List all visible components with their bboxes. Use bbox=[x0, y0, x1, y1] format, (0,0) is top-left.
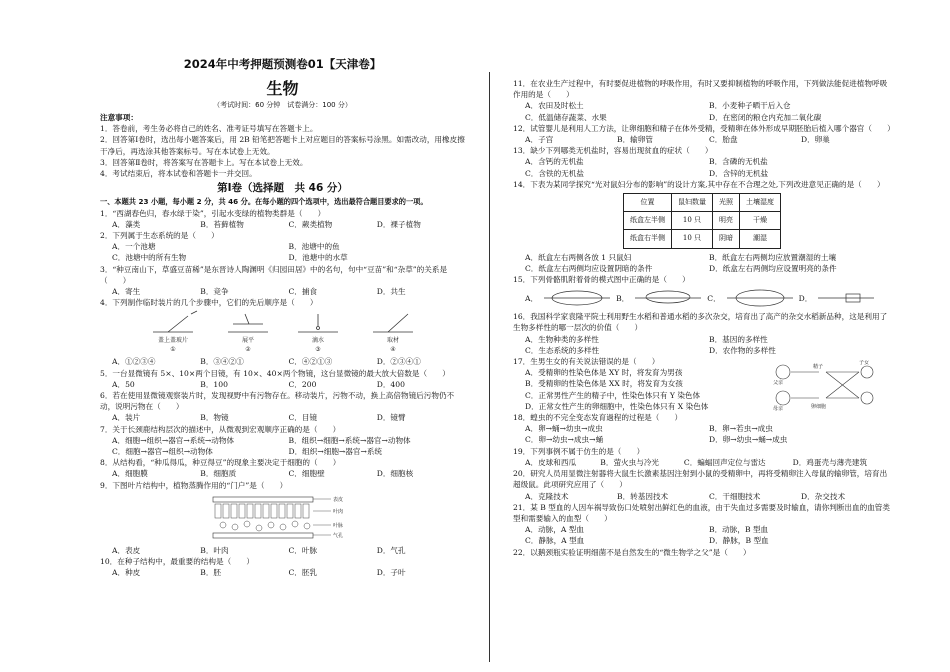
option: A．皮球和西瓜 bbox=[525, 457, 577, 467]
leaf-section-figure bbox=[100, 493, 465, 543]
option: A．动脉，A 型血 bbox=[525, 525, 584, 535]
notes-heading: 注意事项： bbox=[100, 113, 138, 122]
table-cell: 阴暗 bbox=[713, 230, 740, 248]
option: D．气孔 bbox=[376, 545, 406, 555]
section-title: 第Ⅰ卷（选择题 共 46 分） bbox=[217, 182, 348, 195]
figure-label: 母亲 bbox=[773, 406, 784, 413]
question-16 bbox=[513, 311, 893, 356]
table-header: 光照 bbox=[713, 194, 740, 212]
option: B．苔藓植物 bbox=[200, 219, 244, 229]
option: C．蝙蝠回声定位与雷达 bbox=[683, 457, 766, 467]
option: A．寄生 bbox=[112, 287, 141, 297]
muscle-bone-icon bbox=[542, 287, 612, 309]
leaf-label: 气孔 bbox=[332, 532, 343, 539]
step-label: 盖上盖玻片 bbox=[157, 337, 188, 345]
question-20 bbox=[513, 468, 893, 502]
option: B．萤火虫与冷光 bbox=[600, 457, 660, 467]
step-label: 展平 bbox=[241, 337, 254, 345]
question-stem: 2．下列属于生态系统的是（ ） bbox=[100, 231, 219, 241]
question-13 bbox=[513, 145, 893, 179]
option: D．400 bbox=[376, 379, 405, 389]
option: B．胚 bbox=[200, 568, 222, 578]
option: D．农作物的多样性 bbox=[709, 345, 776, 355]
step-number: ④ bbox=[389, 346, 396, 354]
table-header: 位置 bbox=[624, 194, 672, 212]
question-stem: 10．在种子结构中，最重要的结构是（ ） bbox=[100, 557, 254, 567]
option: B．小麦种子晒干后入仓 bbox=[709, 101, 791, 111]
question-7 bbox=[100, 424, 465, 458]
option: C．含铁的无机盐 bbox=[525, 168, 584, 178]
question-8 bbox=[100, 457, 465, 479]
question-stem: 5．一台显微镜有 5×、10×两个目镜，有 10×、40×两个物镜，这台显微镜的最大放大倍数是（ ） bbox=[100, 368, 450, 378]
question-9 bbox=[100, 480, 465, 556]
leaf-label: 表皮 bbox=[332, 496, 343, 503]
question-stem: 17．生男生女的有关说法错误的是（ ） bbox=[513, 357, 660, 367]
option: D．鸡蛋壳与薄壳建筑 bbox=[792, 457, 868, 467]
step-label: 滴水 bbox=[311, 337, 324, 345]
option: C．生态系统的多样性 bbox=[525, 345, 600, 355]
option: A．卵→蛹→幼虫→成虫 bbox=[525, 424, 603, 434]
option: A．克隆技术 bbox=[525, 491, 569, 501]
muscle-bone-figures bbox=[513, 285, 893, 311]
table-cell: 10 只 bbox=[672, 212, 713, 230]
option: A．藻类 bbox=[112, 219, 141, 229]
option: C．胚乳 bbox=[288, 568, 318, 578]
option: B．转基因技术 bbox=[617, 491, 669, 501]
question-stem: 3．“种豆南山下，草盛豆苗稀”是东晋诗人陶渊明《归园田居》中的名句，句中“豆苗”和“杂草”的关系是（ ） bbox=[100, 264, 448, 285]
question-1 bbox=[100, 208, 465, 230]
column-divider bbox=[489, 72, 490, 662]
exam-meta: （考试时间：60 分钟 试卷满分：100 分） bbox=[213, 101, 352, 109]
option: D．卵巢 bbox=[801, 135, 830, 145]
option: D．镜臂 bbox=[376, 413, 406, 423]
question-stem: 4．下列制作临时装片的几个步骤中，它们的先后顺序是（ ） bbox=[100, 298, 318, 308]
option: A．种皮 bbox=[112, 568, 141, 578]
question-stem: 13．缺少下列哪类无机盐时，容易出现贫血的症状（ ） bbox=[513, 146, 713, 156]
option: A．装片 bbox=[112, 413, 141, 423]
slide-steps-figure bbox=[100, 310, 465, 354]
option: A．受精卵的性染色体是 XY 时，将发育为男孩 bbox=[525, 368, 683, 378]
question-stem: 8．从结构看，“种瓜得瓜，种豆得豆”的现象主要决定于细胞的（ ） bbox=[100, 458, 341, 468]
question-stem: 7．关于长颈鹿结构层次的描述中，从微观到宏观顺序正确的是（ ） bbox=[100, 424, 341, 434]
left-column bbox=[100, 112, 465, 579]
option: D．静脉，B 型血 bbox=[709, 536, 769, 546]
slide-steps-image bbox=[133, 310, 433, 354]
option: D．正常女性产生的卵细胞中，性染色体只有 X 染色体 bbox=[525, 401, 709, 411]
subject-title: 生物 bbox=[266, 79, 299, 98]
option: D．杂交技术 bbox=[801, 491, 846, 501]
question-11 bbox=[513, 78, 893, 123]
sex-determination-figure bbox=[771, 360, 881, 412]
option: A．生物种类的多样性 bbox=[525, 334, 599, 344]
note-item: 1．答卷前，考生务必将自己的姓名、准考证号填写在答题卡上。 bbox=[100, 124, 318, 134]
table-header: 鼠妇数量 bbox=[672, 194, 713, 212]
figure-label: 卵细胞 bbox=[811, 404, 827, 411]
option: B．纸盒左右两侧均应放置潮湿的土壤 bbox=[709, 252, 837, 262]
question-stem: 14．下表为某同学探究“光对鼠妇分布的影响”的设计方案,其中存在不合理之处,下列改进意见正确的是（ ） bbox=[513, 179, 885, 189]
option: B．卵→若虫→成虫 bbox=[709, 424, 773, 434]
muscle-bone-icon bbox=[816, 287, 876, 309]
option: B．动脉，B 型血 bbox=[709, 525, 769, 535]
option: B．输卵管 bbox=[617, 135, 653, 145]
question-18 bbox=[513, 412, 893, 446]
table-cell: 10 只 bbox=[672, 230, 713, 248]
figure-label: 父亲 bbox=[773, 380, 784, 387]
question-stem: 9．下图叶片结构中，植物蒸腾作用的“门户”是（ ） bbox=[100, 480, 288, 490]
option: B．池塘中的鱼 bbox=[288, 242, 340, 252]
option: D．子叶 bbox=[376, 568, 406, 578]
question-stem: 6．若在使用显微镜观察装片时，发现视野中有污物存在。移动装片，污物不动，换上高倍物镜后污物仍不动，说明污物在（ ） bbox=[100, 391, 455, 412]
section-intro: 一、本题共 23 小题，每小题 2 分，共 46 分。在每小题的四个选项中，选出最符合题目要求的一项。 bbox=[100, 197, 428, 207]
question-21 bbox=[513, 502, 893, 547]
option: D．②③④① bbox=[376, 357, 421, 367]
option: A．50 bbox=[112, 379, 135, 389]
step-label: 取材 bbox=[386, 337, 399, 345]
option: A．农田及时松土 bbox=[525, 101, 584, 111]
question-stem: 20．研究人员用显微注射器将大鼠生长激素基因注射到小鼠的受精卵中，再将受精卵注入母鼠的输卵管，培育出超级鼠。此项研究应用了（ ） bbox=[513, 469, 888, 490]
question-15 bbox=[513, 274, 893, 311]
option: B．③④②① bbox=[200, 357, 244, 367]
option: A． bbox=[525, 293, 539, 303]
option: D．组织→细胞→器官→系统 bbox=[288, 447, 383, 457]
option: D．裸子植物 bbox=[376, 219, 421, 229]
question-stem: 1．“西湖春色归，春水绿于染”，引起水变绿的植物类群是（ ） bbox=[100, 208, 326, 218]
note-item: 4．考试结束后，将本试卷和答题卡一并交回。 bbox=[100, 169, 257, 179]
question-2 bbox=[100, 230, 465, 264]
right-column bbox=[513, 78, 893, 558]
question-stem: 11．在农业生产过程中，有时要促进植物的呼吸作用，有时又要抑制植物的呼吸作用，下列做法能促进植物呼吸作用的是（ ） bbox=[513, 79, 888, 100]
experiment-table bbox=[623, 193, 781, 249]
figure-label: 子女 bbox=[859, 360, 870, 367]
question-14 bbox=[513, 179, 893, 274]
table-cell: 潮湿 bbox=[740, 230, 781, 248]
step-number: ③ bbox=[314, 346, 321, 354]
muscle-bone-icon bbox=[633, 287, 703, 309]
option: A．细胞膜 bbox=[112, 469, 148, 479]
option: B．受精卵的性染色体是 XX 时，将发育为女孩 bbox=[525, 379, 683, 389]
option: B． bbox=[616, 293, 630, 303]
option: C．④②①③ bbox=[288, 357, 333, 367]
question-stem: 12．试管婴儿是利用人工方法，让卵细胞和精子在体外受精，受精卵在体外形成早期胚胎后植入哪个器官（ ） bbox=[513, 123, 895, 133]
question-6 bbox=[100, 390, 465, 424]
option: C．目镜 bbox=[288, 413, 318, 423]
question-stem: 22．以鹅颈瓶实验证明细菌不是自然发生的“微生物学之父”是（ ） bbox=[513, 547, 751, 557]
option: D．含锌的无机盐 bbox=[709, 168, 769, 178]
muscle-bone-icon bbox=[725, 287, 795, 309]
note-item: 3．回答第Ⅱ卷时，将答案写在答题卡上。写在本试卷上无效。 bbox=[100, 157, 308, 167]
option: C．卵→幼虫→成虫→蛹 bbox=[525, 435, 604, 445]
option: D．共生 bbox=[376, 287, 406, 297]
option: D．在密闭的粮仓内充加二氧化碳 bbox=[709, 112, 822, 122]
question-12 bbox=[513, 123, 893, 145]
option: D．纸盒左右两侧均应设置明亮的条件 bbox=[709, 263, 837, 273]
option: B．100 bbox=[200, 379, 228, 389]
leaf-label: 叶脉 bbox=[332, 522, 343, 529]
question-stem: 18．蝗虫的不完全变态发育過程的过程是（ ） bbox=[513, 413, 683, 423]
table-cell: 明亮 bbox=[713, 212, 740, 230]
table-cell: 纸盒左半侧 bbox=[624, 212, 672, 230]
question-10 bbox=[100, 556, 465, 578]
option: C．正常男性产生的精子中，性染色体只有 Y 染色体 bbox=[525, 390, 701, 400]
option: C．叶脉 bbox=[288, 545, 318, 555]
figure-label: 精子 bbox=[813, 364, 824, 371]
option: C．胎盘 bbox=[709, 135, 738, 145]
question-stem: 15．下列骨骼肌附着骨的模式图中正确的是（ ） bbox=[513, 275, 690, 285]
option: B．物镜 bbox=[200, 413, 229, 423]
option: A．表皮 bbox=[112, 545, 141, 555]
option: B．基因的多样性 bbox=[709, 334, 768, 344]
option: A．一个池塘 bbox=[112, 242, 156, 252]
option: A．纸盒左右两侧各放 1 只鼠妇 bbox=[525, 252, 632, 262]
table-cell: 干燥 bbox=[740, 212, 781, 230]
option: C．蕨类植物 bbox=[288, 219, 333, 229]
question-stem: 16．我国科学家袁隆平院士利用野生水稻和普通水稻的多次杂交，培育出了高产的杂交水稻新品种，这是利用了生物多样性的哪一层次的价值（ ） bbox=[513, 312, 888, 333]
table-cell: 纸盒右半侧 bbox=[624, 230, 672, 248]
option: A．①②③④ bbox=[112, 357, 156, 367]
option: C．低温储存蔬菜、水果 bbox=[525, 112, 607, 122]
step-number: ② bbox=[244, 346, 251, 354]
question-4 bbox=[100, 297, 465, 367]
option: D．细胞核 bbox=[376, 469, 414, 479]
question-17 bbox=[513, 356, 893, 412]
question-19 bbox=[513, 446, 893, 468]
option: C．纸盒左右两侧均应设置阴暗的条件 bbox=[525, 263, 653, 273]
table-row bbox=[624, 212, 781, 230]
option: B．叶肉 bbox=[200, 545, 229, 555]
table-row bbox=[624, 230, 781, 248]
option: D．卵→幼虫→蛹→成虫 bbox=[709, 435, 788, 445]
question-5 bbox=[100, 368, 465, 390]
option: C．细胞→器官→组织→动物体 bbox=[112, 447, 213, 457]
option: B．组织→细胞→系统→器官→动物体 bbox=[288, 435, 411, 445]
option: C． bbox=[707, 293, 721, 303]
option: C．200 bbox=[288, 379, 317, 389]
option: D．池塘中的水草 bbox=[288, 253, 348, 263]
question-stem: 19．下列事例不属于仿生的是（ ） bbox=[513, 446, 645, 456]
option: B．竞争 bbox=[200, 287, 229, 297]
leaf-label: 叶肉 bbox=[332, 508, 343, 515]
step-number: ① bbox=[169, 346, 176, 354]
question-3 bbox=[100, 264, 465, 298]
option: C．静脉，A 型血 bbox=[525, 536, 585, 546]
table-header: 土壤湿度 bbox=[740, 194, 781, 212]
option: A．含钙的无机盐 bbox=[525, 157, 584, 167]
question-stem: 21．某 B 型血的人因车祸导致伤口处喷射出鲜红色的血液，由于失血过多需要及时输血，请你判断出血的血管类型和需要输入的血型（ ） bbox=[513, 502, 890, 523]
option: A．子宫 bbox=[525, 135, 554, 145]
option: B．含磷的无机盐 bbox=[709, 157, 768, 167]
question-22 bbox=[513, 547, 893, 558]
option: C．细胞壁 bbox=[288, 469, 325, 479]
option: B．细胞质 bbox=[200, 469, 237, 479]
option: C．池塘中的所有生物 bbox=[112, 253, 187, 263]
option: D． bbox=[798, 293, 813, 303]
option: A．细胞→组织→器官→系统→动物体 bbox=[112, 435, 235, 445]
leaf-section-image bbox=[203, 493, 363, 543]
note-item: 2．回答第Ⅰ卷时，选出每小题答案后，用 2B 铅笔把答题卡上对应题目的答案标号涂黑。如需改动，用橡皮擦干净后，再选涂其他答案标号。写在本试卷上无效。 bbox=[100, 135, 465, 156]
exam-title: 2024年中考押题预测卷01【天津卷】 bbox=[183, 57, 382, 71]
option: C．捕食 bbox=[288, 287, 318, 297]
option: C．干细胞技术 bbox=[709, 491, 761, 501]
